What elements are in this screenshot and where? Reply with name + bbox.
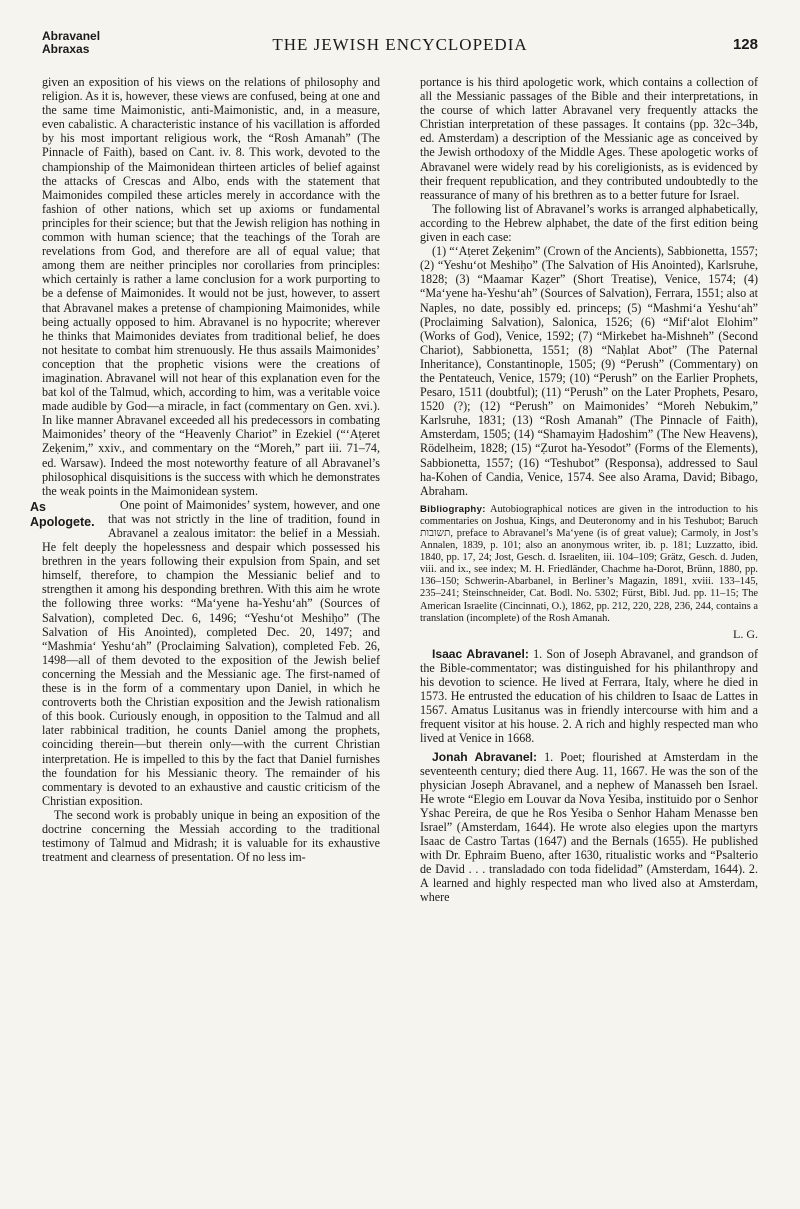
paragraph: given an exposition of his views on the relations of philosophy and religion. As it is, however, these views are confused, being at one and the same time Maimonistic, anti-Maimonistic, and, in a measure, even cabalistic. A characteristic instance of his vacillation is afforded by his most important religious work, the “Rosh Amanah” (The Pinnacle of Faith), based on Cant. iv. 8. This work, devoted to the championship of the Maimonidean thirteen articles of belief against the attacks of Crescas and Albo, ends with the statement that Maimonides compiled these articles merely in accordance with the fashion of other nations, which set up axioms or fundamental principles for their science; but that the Jewish religion has nothing in common with human science; that the teachings of the Torah are revelations from God, and therefore are all of equal value; that among them are neither principles nor corollaries from principles: which certainly is rather a lame conclusion for a work purporting to be a defense of Maimonides. It would not be just, however, to assert that Abravanel makes a pretense of championing Maimonides, while being actually opposed to him. Abravanel is no hypocrite; wherever he thinks that Maimonides deviates from traditional belief, he does not hesitate to combat him strenuously. He thus assails Maimonides’ conception that the prophetic visions were the creations of imagination. Abravanel will not hear of this explanation even for the bat kol of the Talmud, which, according to him, was a veritable voice made audible by God—a miracle, in fact (commentary on Gen. xvi.). In like manner Abravanel exceeded all his predecessors in combating Maimonides’ theory of the “Heavenly Chariot” in Ezekiel (“‘Aṭeret Zeḳenim,” xxiv., and commentary on the “Moreh,” part iii. 71–74, ed. Warsaw). Indeed the most noteworthy feature of all Abravanel’s philosophical disquisitions is the success with which he demonstrates the weak points in the Maimonidean system. [42,75,380,498]
author-signature: L. G. [733,626,758,641]
paragraph-text: One point of Maimonides’ system, however, and one that was not strictly in the line of tradition, found in Abravanel a zealous imitator: the belief in a Messiah. He felt deeply the hopelessness and despair which possessed his brethren in the years following their expulsion from Spain, and set himself, therefore, to champion the Messianic belief and to strengthen it among his desponding brethren. With this aim he wrote the following three works: “Ma‘yene ha-Yeshu‘ah” (Sources of Salvation), completed Dec. 6, 1496; “Yeshu‘ot Meshiḥo” (The Salvation of His Anointed), completed Dec. 20, 1497; and “Mashmia‘ Yeshu‘ah” (Proclaiming Salvation), completed Feb. 26, 1498—all of them devoted to the exposition of the Jewish belief concerning the Messiah and the Messianic age. The first-named of these is in the form of a commentary upon Daniel, in which he controverts both the Christian exposition and the Jewish rationalism of this book. Curiously enough, in opposition to the Talmud and all later rabbinical tradition, he counts Daniel among the prophets, coinciding therein—but therein only—with the current Christian interpretation. He is impelled to this by the fact that Daniel furnishes the foundation for his Messianic theory. The remainder of his commentary is devoted to an exhaustive and caustic criticism of the Christian exposition. [42,497,380,808]
entry-heading: Jonah Abravanel: [432,749,538,764]
works-list: (1) “‘Aṭeret Zeḳenim” (Crown of the Ancients), Sabbionetta, 1557; (2) “Yeshu‘ot Meshiḥo” (The Salvation of His Anointed), Karlsruhe, 1828; (3) “Maamar Kaẓer” (Short Treatise), Venice, 1574; (4) “Ma‘yene ha-Yeshu‘ah” (Sources of Salvation), Ferrara, 1551; also at Naples, no date, possibly ed. princeps; (5) “Mashmi‘a Yeshu‘ah” (Proclaiming Salvation), Salonica, 1526; (6) “Mif‘alot Elohim” (Works of God), Venice, 1592; (7) “Mirkebet ha-Mishneh” (Second Chariot), Sabbionetta, 1551; (8) “Naḥlat Abot” (The Paternal Inheritance), Constantinople, 1505; (9) “Perush” (Commentary) on the Pentateuch, Venice, 1579; (10) “Perush” on the Earlier Prophets, Pesaro, 1511 (doubtful); (11) “Perush” on the Later Prophets, Pesaro, 1520 (?); (12) “Perush” on Maimonides’ “Moreh Nebukim,” Karlsruhe, 1831; (13) “Rosh Amanah” (The Pinnacle of Faith), Amsterdam, 1505; (14) “Shamayim Ḥadoshim” (The New Heavens), Rödelheim, 1828; (15) “Ẓurot ha-Yesodot” (Forms of the Elements), Sabbionetta, 1557; (16) “Teshubot” (Responsa), addressed to Saul ha-Kohen of Candia, Venice, 1574. See also Arama, David; Bibago, Abraham. [420,244,758,498]
paragraph: The following list of Abravanel’s works is arranged alphabetically, according to the Hebrew alphabet, the date of the first edition being given in each case: [420,201,758,245]
page-number: 128 [732,36,758,53]
entry-text: 1. Poet; flourished at Amsterdam in the seventeenth century; died there Aug. 11, 1667. He was the son of the physician Joseph Abravanel, and a nephew of Manasseh ben Israel. He wrote “Elegio em Louvar da Nova Yesiba, instituido por o Senhor Yshac Pereira, de que he Ros Yesiba o Senhor Haham Menasse ben Israel” (Amsterdam, 1644). He wrote also elegies upon the martyrs Isaac de Castro Tartas (1647) and the Bernals (1655). He published with Dr. Ephraim Bueno, after 1630, ritualistic works and “Psalterio de David . . . transladado con toda fidelidad” (Amsterdam, 1644). 2. A learned and highly respected man who lived also at Amsterdam, where [420,749,759,905]
bibliography [420,504,758,625]
entry-jonah-abravanel [420,750,758,905]
entry-heading: Isaac Abravanel: [432,646,529,661]
page-header [42,30,758,62]
marginal-note: As Apologete. [30,499,95,529]
headword-bottom: Abraxas [42,42,90,56]
entry-text: 1. Son of Joseph Abravanel, and grandson of the Bible-commentator; was distinguished for his philanthropy and his devotion to science. He lived at Ferrara, Italy, where he died in 1573. He entrusted the education of his children to Isaac de Lattes in 1567. Amatus Lusitanus was in friendly intercourse with him and a frequent visitor at his house. 2. A rich and highly respected man who lived at Venice in 1668. [420,646,758,746]
paragraph-messiah [30,497,380,808]
left-column [30,75,380,1165]
right-column [420,75,758,1165]
bibliography-label: Bibliography: [420,503,486,515]
headword-top: Abravanel [42,29,101,43]
entry-isaac-abravanel [420,647,758,746]
bibliography-text: Autobiographical notices are given in the introduction to his commentaries on Joshua, Kings, and Deuteronomy and in his Teshubot; Baruch תשובות, preface to Abravanel’s Ma‘yene (is of great value); Carmoly, in Jost’s Annalen, 1839, p. 101; also an anonymous writer, ib. p. 181; Luzzatto, ibid. 1840, pp. 17, 24; Jost, Gesch. d. Israeliten, iii. 104–109; Grätz, Gesch. d. Juden, viii. and ix., see index; M. H. Friedländer, Chachme ha-Dorot, Brünn, 1880, pp. 136–150; Schwerin-Abarbanel, in Berliner’s Magazin, 1891, xviii. 133–145, 235–241; Steinschneider, Cat. Bodl. No. 5302; Fürst, Bibl. Jud. pp. 11–15; The American Israelite (Cincinnati, O.), 1862, pp. 212, 220, 228, 236, 244, contains a translation (incomplete) of the Rosh Amanah. [420,503,758,624]
page-title: THE JEWISH ENCYCLOPEDIA [272,35,528,54]
paragraph: portance is his third apologetic work, which contains a collection of all the Messianic passages of the Bible and their interpretations, in the course of which latter Abravanel very frequently attacks the Christian interpretation of these passages. It contains (pp. 32c–34b, ed. Amsterdam) a description of the Messianic age as conceived by the Jewish orthodoxy of the Middle Ages. These apologetic works of Abravanel were widely read by his coreligionists, as is evidenced by their frequent republication, and they contributed undoubtedly to the reassurance of many of his brethren as to a better future for Israel. [420,75,758,202]
paragraph: The second work is probably unique in being an exposition of the doctrine concerning the Messiah according to the traditional testimony of Talmud and Midrash; it is valuable for its exhaustive treatment and clearness of presentation. Of no less im- [42,807,380,865]
